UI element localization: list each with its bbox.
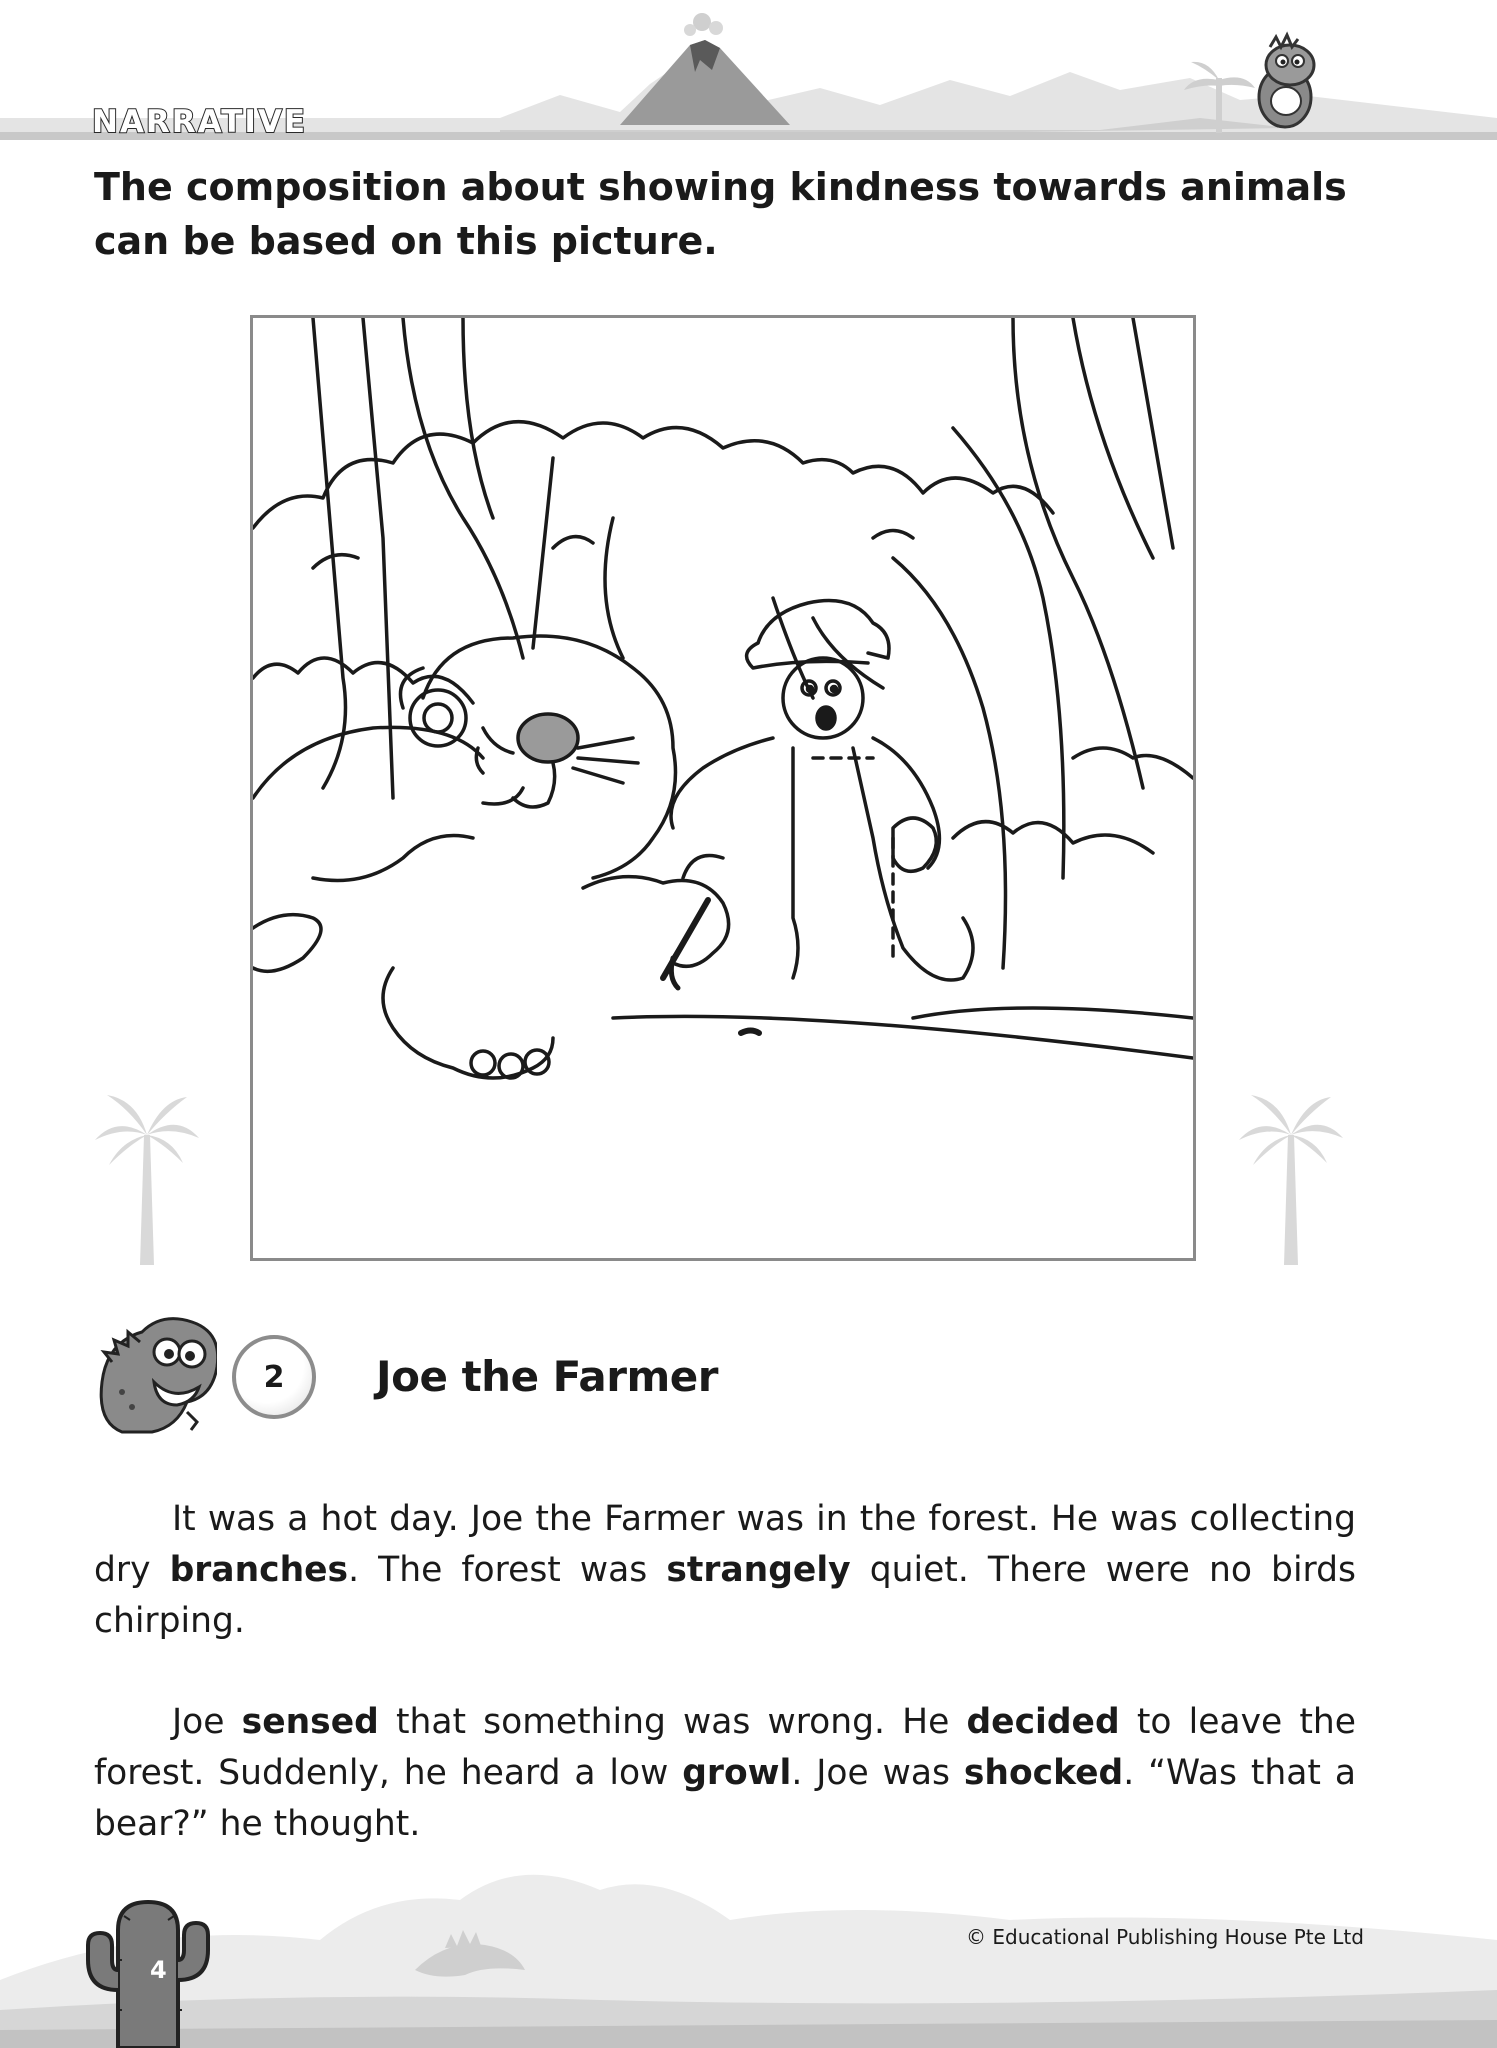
intro-instruction: The composition about showing kindness towards animals can be based on this picture.	[94, 165, 1347, 263]
palm-tree-right-icon	[1236, 1085, 1346, 1265]
vocabulary-word: shocked	[963, 1753, 1124, 1793]
text-run: to leave the forest. Suddenly, he heard a low	[94, 1702, 1356, 1793]
text-run: It was a hot day. Joe the Farmer was in the forest. He was collecting dry	[94, 1499, 1356, 1590]
story-paragraph-1	[94, 1494, 1356, 1647]
farmer	[671, 601, 973, 981]
vocabulary-word: decided	[966, 1702, 1120, 1742]
lion	[253, 636, 759, 1078]
vocabulary-word: branches	[169, 1550, 349, 1590]
story-picture-frame	[250, 315, 1196, 1261]
dino-mascot-top	[1259, 35, 1314, 127]
section-label: NARRATIVE	[92, 104, 308, 140]
story-paragraph-2	[94, 1697, 1356, 1850]
text-run: . “Was that a bear?” he thought.	[94, 1753, 1356, 1844]
text-run: Joe	[172, 1702, 242, 1742]
vocabulary-word: sensed	[241, 1702, 379, 1742]
palm-tree-left-icon	[92, 1085, 202, 1265]
text-run: . Joe was	[791, 1753, 964, 1793]
text-run: that something was wrong. He	[378, 1702, 967, 1742]
vocabulary-word: strangely	[666, 1550, 851, 1590]
lion-and-farmer-illustration	[253, 318, 1193, 1258]
vocabulary-word: growl	[682, 1753, 792, 1793]
story-title: Joe the Farmer	[376, 1352, 718, 1401]
copyright-notice: © Educational Publishing House Pte Ltd	[966, 1925, 1364, 1949]
story-number-badge: 2	[232, 1335, 316, 1419]
footer-desert-scene	[0, 1860, 1497, 2048]
dino-mascot-heading	[92, 1312, 217, 1442]
text-run: . The forest was	[348, 1550, 667, 1590]
text-run: quiet. There were no birds chirping.	[94, 1550, 1356, 1641]
page-number: 4	[150, 1956, 167, 1984]
